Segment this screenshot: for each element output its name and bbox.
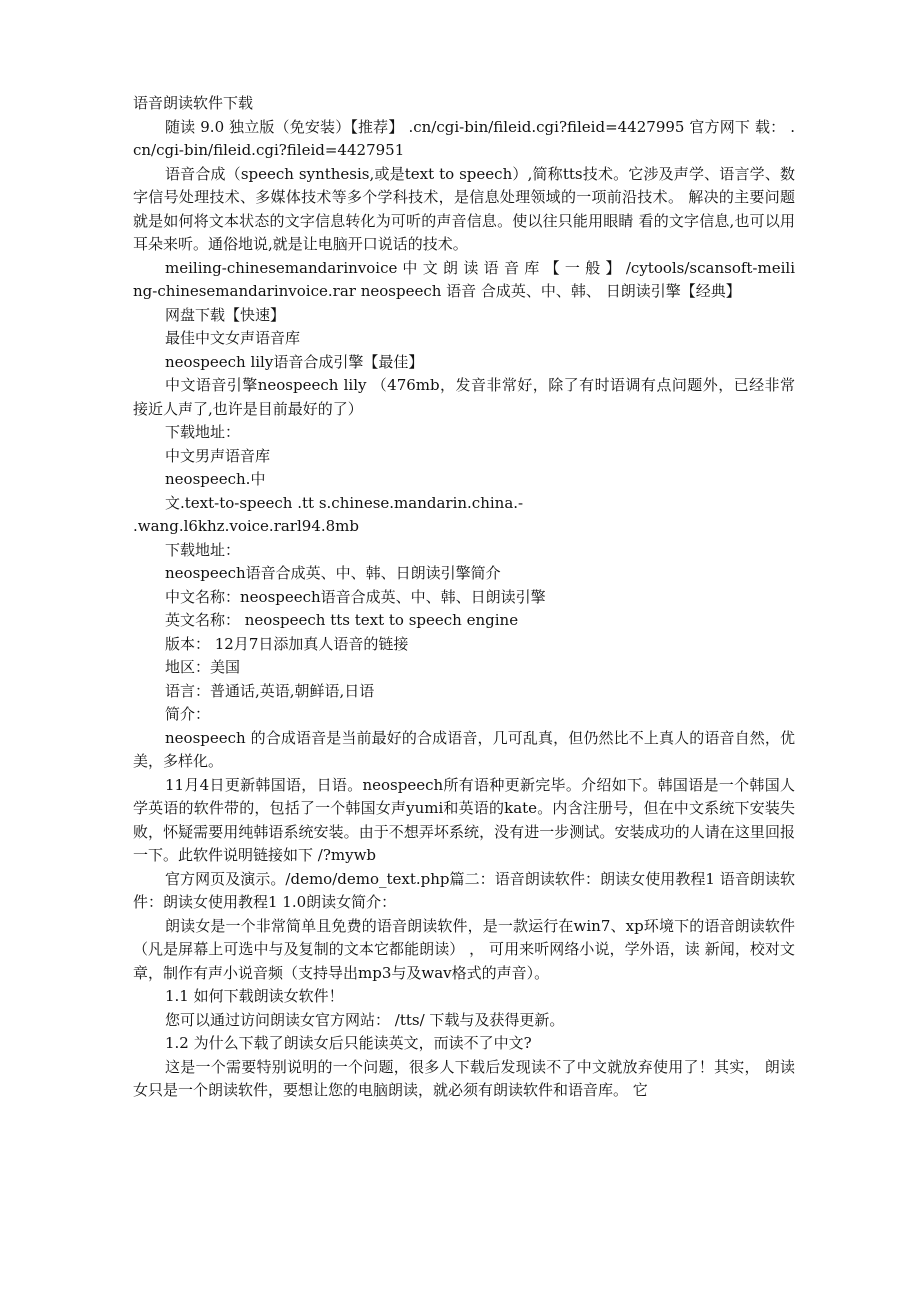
paragraph-netdisk: 网盘下载【快速】 (165, 305, 286, 324)
paragraph-intro-label: 简介： (165, 705, 211, 723)
paragraph-section-1-1: 1.1 如何下载朗读女软件！ (165, 987, 344, 1005)
paragraph-lily-engine: neospeech lily语音合成引擎【最佳】 (165, 352, 424, 371)
paragraph-quality: neospeech 的合成语音是当前最好的合成语音，几可乱真，但仍然比不上真人的语音自然，优美，多样化。 (133, 728, 795, 770)
paragraph-version: 版本： 12月7日添加真人语音的链接 (165, 634, 409, 653)
paragraph-meiling-voice: meiling-chinesemandarinvoice 中 文 朗 读 语 音 库 【 一 般 】 /cytools/scansoft-meiling-chinesemandarinvoice.rar neospeech 语音 合成英、中、韩、 日朗读引擎【经典】 (133, 258, 795, 300)
paragraph-explanation: 这是一个需要特别说明的一个问题，很多人下载后发现读不了中文就放弃使用了！其实， 朗读女只是一个朗读软件，要想让您的电脑朗读，就必须有朗读软件和语音库。 它 (133, 1057, 795, 1099)
paragraph-filename-1: 文.text-to-speech .tt s.chinese.mandarin.china.- (165, 493, 524, 512)
paragraph-neospeech-zh: neospeech.中 (165, 470, 266, 488)
paragraph-korean-update: 11月4日更新韩国语，日语。neospeech所有语种更新完毕。介绍如下。韩国语是一个韩国人学英语的软件带的，包括了一个韩国女声yumi和英语的kate。内含注册号，但在中文系统下安装失败，怀疑需要用纯韩语系统安装。由于不想弄坏系统，没有进一步测试。安装成功的人请在这里回报一下。此软件说明链接如下 /?mywb (133, 775, 795, 864)
paragraph-download-address-1: 下载地址： (165, 423, 241, 441)
paragraph-male-voice: 中文男声语音库 (165, 446, 271, 465)
paragraph-download-address-2: 下载地址： (165, 540, 241, 559)
document-page (133, 92, 795, 1103)
paragraph-region: 地区：美国 (165, 658, 241, 676)
paragraph-english-name: 英文名称： neospeech tts text to speech engine (165, 611, 519, 629)
paragraph-chinese-name: 中文名称：neospeech语音合成英、中、韩、日朗读引擎 (165, 587, 546, 606)
document-title: 语音朗读软件下载 (133, 94, 254, 112)
paragraph-official-demo: 官方网页及演示。/demo/demo_text.php篇二：语音朗读软件：朗读女使用教程1 语音朗读软件：朗读女使用教程1 1.0朗读女简介： (133, 869, 795, 911)
paragraph-tts-intro: 语音合成（speech synthesis,或是text to speech）,简称tts技术。它涉及声学、语言学、数字信号处理技术、多媒体技术等多个学科技术，是信息处理领域的一项前沿技术。 解决的主要问题就是如何将文本状态的文字信息转化为可听的声音信息。使以往只能用眼睛 看的文字信息,也可以用耳朵来听。通俗地说,就是让电脑开口说话的技术。 (133, 164, 795, 253)
paragraph-lily-desc: 中文语音引擎neospeech lily （476mb，发音非常好，除了有时语调有点问题外，已经非常接近人声了,也许是目前最好的了） (133, 376, 795, 418)
paragraph-languages: 语言：普通话,英语,朝鲜语,日语 (165, 681, 375, 700)
paragraph-official-site: 您可以通过访问朗读女官方网站： /tts/ 下载与及获得更新。 (165, 1010, 565, 1029)
paragraph-section-1-2: 1.2 为什么下载了朗读女后只能读英文，而读不了中文? (165, 1034, 532, 1052)
paragraph-suidu-download: 随读 9.0 独立版（免安装）【推荐】 .cn/cgi-bin/fileid.cgi?fileid=4427995 官方网下 载： .cn/cgi-bin/fileid.cgi?fileid=4427951 (133, 117, 795, 159)
paragraph-filename-2: .wang.l6khz.voice.rarl94.8mb (133, 517, 359, 535)
paragraph-langdunv-intro: 朗读女是一个非常简单且免费的语音朗读软件，是一款运行在win7、xp环境下的语音朗读软件（凡是屏幕上可选中与及复制的文本它都能朗读） ， 可用来听网络小说，学外语，读 新闻，校对文章，制作有声小说音频（支持导出mp3与及wav格式的声音）。 (133, 916, 795, 982)
paragraph-engine-summary: neospeech语音合成英、中、韩、日朗读引擎简介 (165, 564, 501, 582)
paragraph-best-female-voice: 最佳中文女声语音库 (165, 329, 301, 347)
